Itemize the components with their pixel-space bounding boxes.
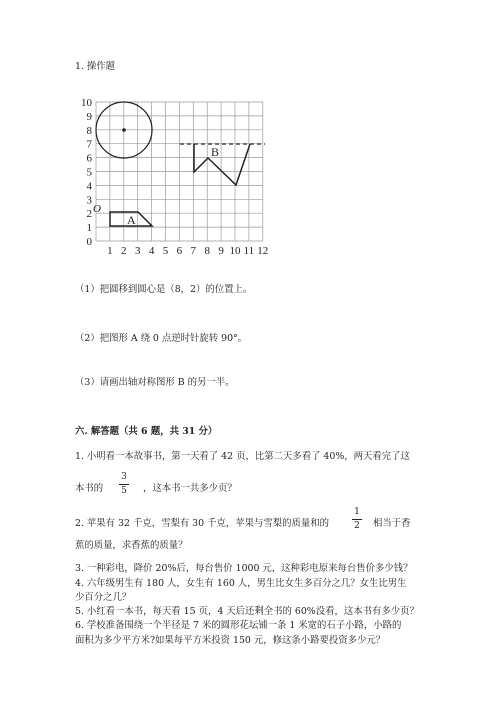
problem-6-line-2: 面积为多少平方米?如果每平方米投资 150 元，修这条小路要投资多少元？ [75,635,386,646]
y-tick-label: 0 [86,236,92,248]
problem-4-line-1: 4. 六年级男生有 180 人，女生有 160 人，男生比女生多百分之几？女生比男生 [75,578,407,589]
y-tick-label: 1 [86,222,92,235]
y-tick-label: 7 [86,138,92,151]
y-tick-label: 2 [86,208,92,221]
y-tick-label: 5 [86,166,92,179]
section-title-operations: 1. 操作题 [75,61,116,72]
fraction-one-half [350,507,364,532]
x-tick-label: 6 [176,245,183,257]
question-1-2: （2）把图形 A 绕 0 点逆时针旋转 90°。 [75,333,248,344]
x-tick-label: 2 [121,245,127,257]
fraction-numerator: 1 [354,507,360,517]
shape-a-label: A [127,213,136,227]
circle-center-dot [122,128,126,132]
fraction-three-fifths [117,472,131,497]
grid-lines [96,102,263,241]
question-1-1: （1）把圆移到圆心是（8，2）的位置上。 [75,284,253,295]
fraction-bar [119,484,129,485]
y-axis-tick-labels [81,97,93,248]
x-tick-label: 1 [107,245,113,257]
y-tick-label: 6 [86,152,92,165]
problem-1-line-2a: 本书的 [75,483,104,494]
fraction-bar [352,519,362,520]
x-tick-label: 12 [257,245,269,257]
problem-4-line-2: 少百分之几？ [75,592,132,603]
problem-1-line-2b: ，这本书一共多少页？ [143,483,237,494]
y-tick-label: 8 [86,124,92,137]
x-axis-tick-labels [107,245,268,257]
x-tick-label: 8 [204,245,210,257]
origin-label: O [93,203,101,215]
problem-2-line-1b: 相当于香 [373,518,411,529]
question-1-3: （3）请画出轴对称图形 B 的另一半。 [75,377,235,388]
x-tick-label: 4 [148,245,155,257]
y-tick-label: 3 [86,194,92,207]
fraction-denominator: 2 [354,521,360,531]
x-tick-label: 10 [229,245,241,257]
problem-5: 5. 小红看一本书，每天看 15 页，4 天后还剩全书的 60%没看，这本书有多少页？ [75,606,419,617]
shape-b-label: B [211,145,220,159]
y-tick-label: 10 [81,97,92,109]
fraction-numerator: 3 [121,472,127,482]
x-tick-label: 3 [134,245,141,257]
fraction-denominator: 5 [121,486,127,496]
problem-6-line-1: 6. 学校准备围绕一个半径是 7 米的圆形花坛铺一条 1 米宽的石子小路，小路的 [75,620,402,631]
x-tick-label: 5 [162,245,169,257]
problem-3: 3. 一种彩电，降价 20%后，每台售价 1000 元，这种彩电原来每台售价多少钱？ [75,563,413,574]
problem-1-line-1: 1. 小明看一本故事书，第一天看了 42 页，比第二天多看了 40%，两天看完了这 [75,451,410,462]
shape-b [194,144,250,185]
section-title-answers: 六. 解答题（共 6 题，共 31 分） [75,426,218,437]
x-tick-label: 9 [218,245,224,257]
x-tick-label: 7 [190,245,197,257]
x-tick-label: 11 [243,245,255,257]
problem-2-line-2: 蕉的质量，求香蕉的质量？ [75,540,188,551]
y-tick-label: 4 [86,180,92,193]
y-tick-label: 9 [86,110,92,123]
problem-2-line-1a: 2. 苹果有 32 千克，雪梨有 30 千克，苹果与雪梨的质量和的 [75,518,329,529]
